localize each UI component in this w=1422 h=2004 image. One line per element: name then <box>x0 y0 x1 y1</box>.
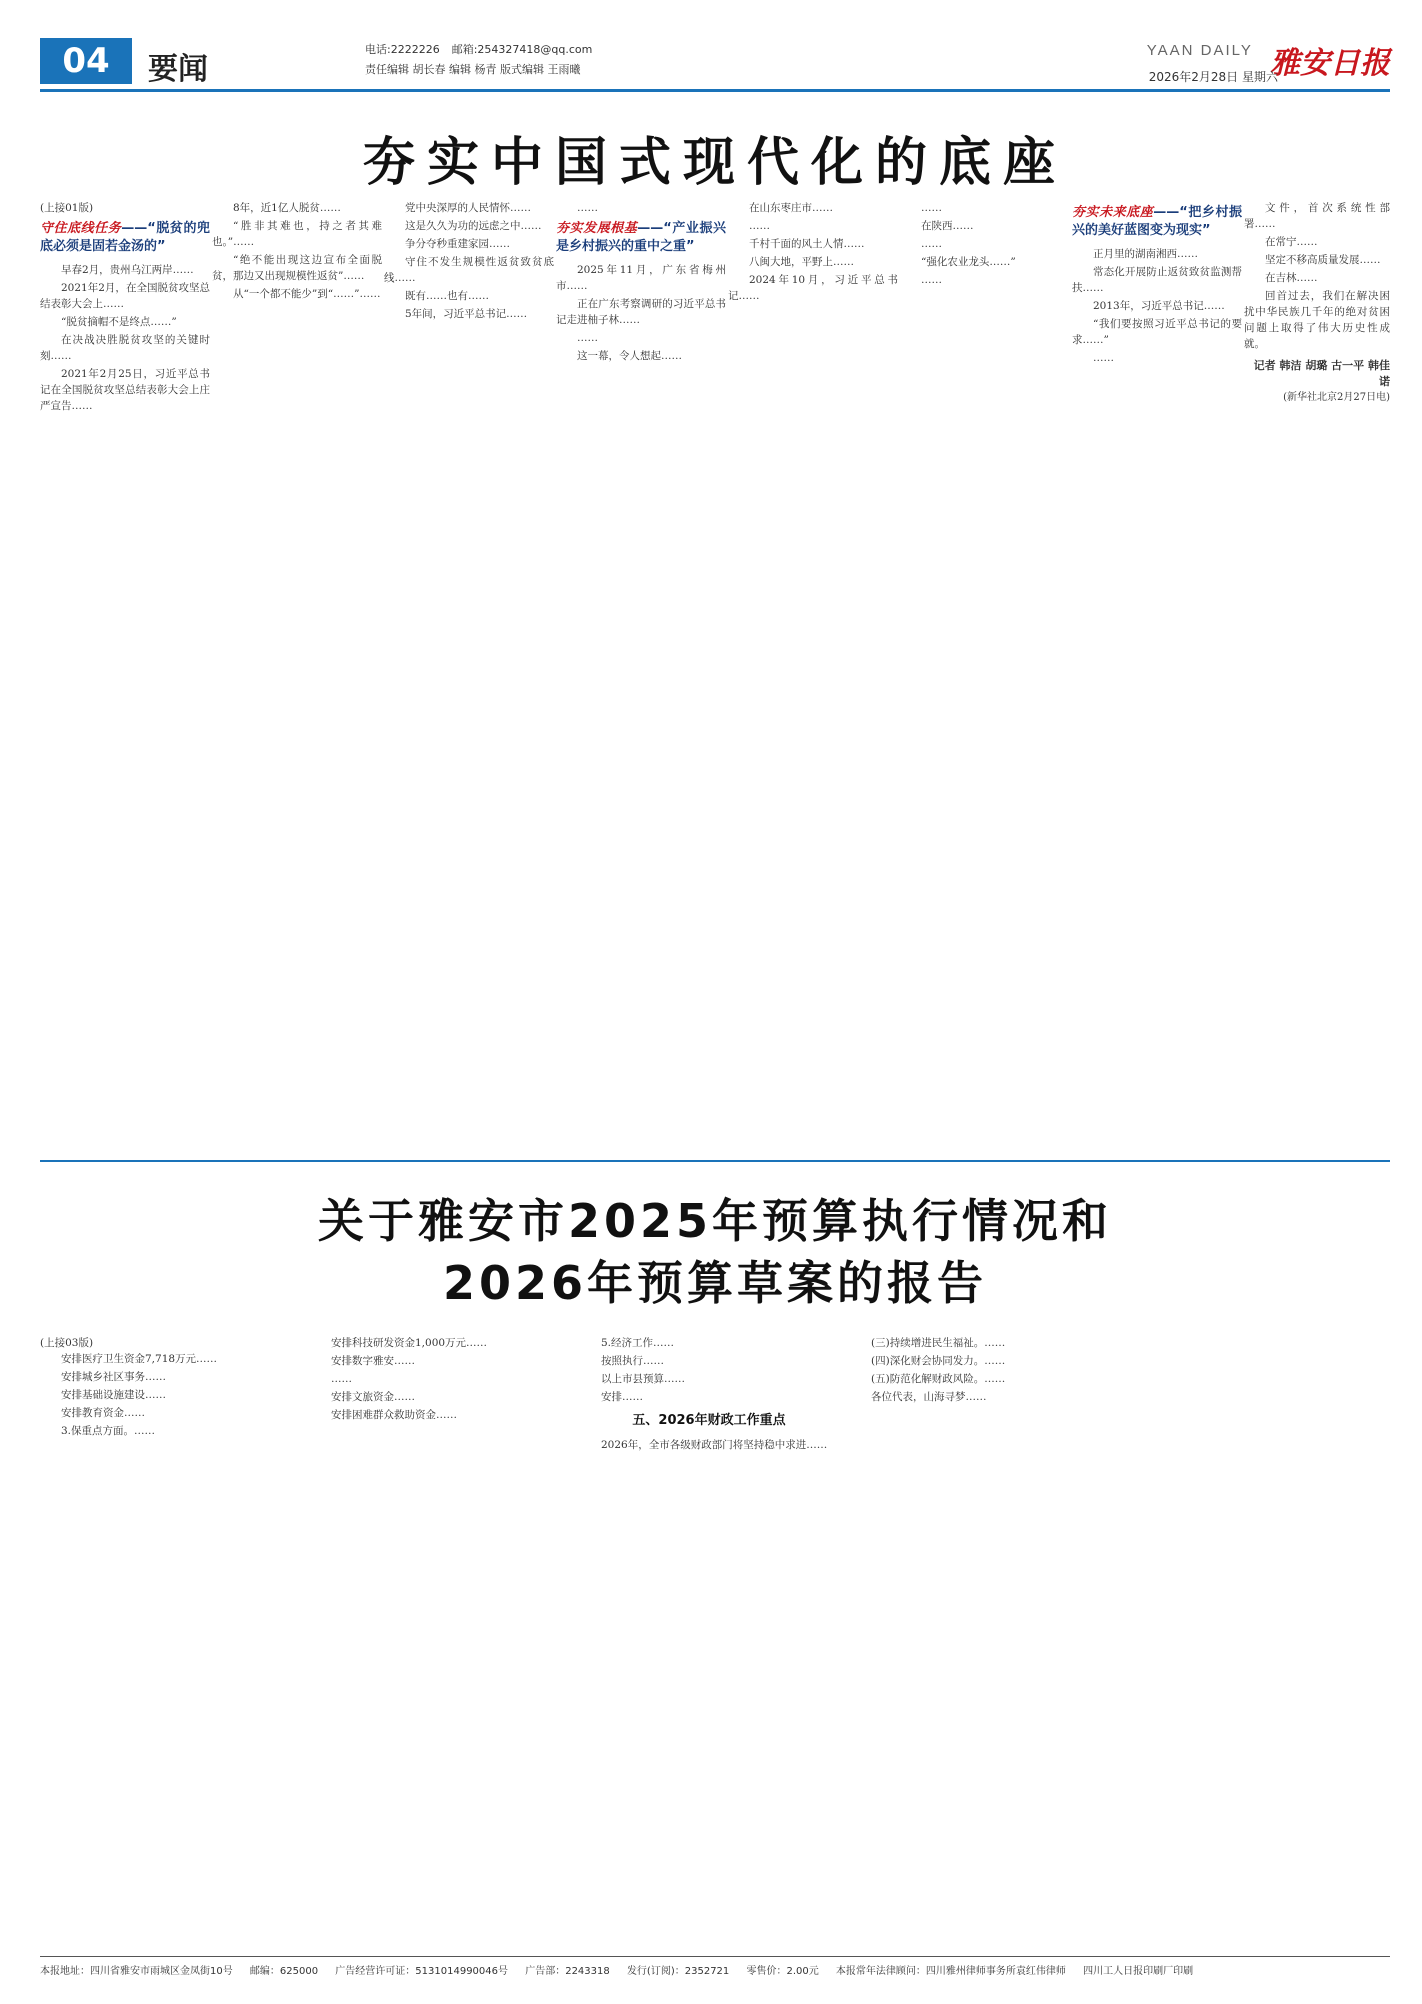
paragraph: 3.保重点方面。…… <box>61 1425 156 1437</box>
article2-body <box>40 1335 1390 1945</box>
continued-from: (上接01版) <box>40 202 94 214</box>
article1-column-3 <box>384 200 554 324</box>
article1-column-2 <box>212 200 382 304</box>
paragraph: (四)深化财会协同发力。…… <box>871 1355 1006 1367</box>
article1-column-7 <box>1072 200 1242 368</box>
paragraph: 8年，近1亿人脱贫…… <box>233 202 341 214</box>
paragraph: …… <box>577 332 598 344</box>
paragraph: 安排文旅资金…… <box>331 1391 415 1403</box>
paragraph: …… <box>921 202 942 214</box>
section-divider <box>40 1160 1390 1162</box>
headline-line-1: 关于雅安市2025年预算执行情况和 <box>317 1194 1113 1248</box>
article2-column-3 <box>580 1335 838 1455</box>
footer-ad-phone: 广告部：2243318 <box>525 1966 610 1977</box>
masthead-rule <box>40 89 1390 92</box>
paragraph: …… <box>921 238 942 250</box>
paragraph: 在吉林…… <box>1265 272 1318 284</box>
paragraph: …… <box>921 274 942 286</box>
article2-headline <box>40 1190 1390 1314</box>
paragraph: 以上市县预算…… <box>601 1373 685 1385</box>
paragraph: 在陕西…… <box>921 220 974 232</box>
article1-body <box>40 200 1390 1155</box>
paragraph: 争分夺秒重建家园…… <box>405 238 510 250</box>
paragraph: 在常宁…… <box>1265 236 1318 248</box>
continued-from: (上接03版) <box>40 1337 94 1349</box>
paragraph: 坚定不移高质量发展…… <box>1265 254 1381 266</box>
article1-column-4 <box>556 200 726 366</box>
article2-column-2 <box>310 1335 568 1425</box>
article2-column-4 <box>850 1335 1108 1407</box>
headline-line-2: 2026年预算草案的报告 <box>442 1256 988 1310</box>
paragraph: 在决战决胜脱贫攻坚的关键时刻…… <box>40 334 210 362</box>
paragraph: 2021年2月，在全国脱贫攻坚总结表彰大会上…… <box>40 282 210 310</box>
phone: 电话:2222226 <box>365 43 440 56</box>
masthead-contacts <box>365 40 604 80</box>
paragraph: …… <box>577 202 598 214</box>
paragraph: 按照执行…… <box>601 1355 664 1367</box>
section-title: 五、2026年财政工作重点 <box>632 1413 786 1428</box>
article2-column-1 <box>40 1335 298 1441</box>
paragraph: 2021年2月25日，习近平总书记在全国脱贫攻坚总结表彰大会上庄严宣告…… <box>40 368 210 412</box>
paragraph: 从“一个都不能少”到“……”…… <box>233 288 381 300</box>
paragraph: …… <box>1093 352 1114 364</box>
issue-date: 2026年2月28日 星期六 <box>1148 70 1278 84</box>
paragraph: 回首过去，我们在解决困扰中华民族几千年的绝对贫困问题上取得了伟大历史性成就。 <box>1244 290 1390 350</box>
paragraph: 常态化开展防止返贫致贫监测帮扶…… <box>1072 266 1242 294</box>
paragraph: 安排基础设施建设…… <box>61 1389 166 1401</box>
paragraph: 文件，首次系统性部署…… <box>1244 202 1390 230</box>
footer-address: 本报地址：四川省雅安市雨城区金凤街10号 <box>40 1966 233 1977</box>
paragraph: 守住不发生规模性返贫致贫底线…… <box>384 256 554 284</box>
paragraph: 2024年10月，习近平总书记…… <box>728 274 898 302</box>
footer-license: 广告经营许可证：5131014990046号 <box>335 1966 509 1977</box>
paragraph: 这一幕，令人想起…… <box>577 350 682 362</box>
article1-headline: 夯实中国式现代化的底座 <box>362 133 1067 193</box>
paragraph: 党中央深厚的人民情怀…… <box>405 202 531 214</box>
paragraph: (三)持续增进民生福祉。…… <box>871 1337 1006 1349</box>
paragraph: 正月里的湖南湘西…… <box>1093 248 1198 260</box>
masthead <box>40 38 1390 88</box>
paragraph: 在山东枣庄市…… <box>749 202 833 214</box>
paragraph: (五)防范化解财政风险。…… <box>871 1373 1006 1385</box>
paragraph: 安排数字雅安…… <box>331 1355 415 1367</box>
paragraph: 安排困难群众救助资金…… <box>331 1409 457 1421</box>
paragraph: 八闽大地，平野上…… <box>749 256 854 268</box>
article1-column-5 <box>728 200 898 306</box>
footer-price: 零售价：2.00元 <box>746 1966 819 1977</box>
paragraph: 2013年，习近平总书记…… <box>1093 300 1225 312</box>
byline-dateline: (新华社北京2月27日电) <box>1283 392 1390 403</box>
article1-column-8 <box>1244 200 1390 406</box>
subheading-3: 夯实未来底座——“把乡村振兴的美好蓝图变为现实” <box>1072 205 1242 238</box>
byline: 记者 韩洁 胡璐 古一平 韩佳诺 <box>1253 359 1390 388</box>
footer <box>40 1962 1390 1977</box>
paragraph: 各位代表，山海寻梦…… <box>871 1391 987 1403</box>
paragraph: “胜非其难也，持之者其难也。”…… <box>212 220 382 248</box>
paragraph: “绝不能出现这边宣布全面脱贫，那边又出现规模性返贫”…… <box>212 254 382 282</box>
paragraph: 5年间，习近平总书记…… <box>405 308 528 320</box>
paragraph: 安排教育资金…… <box>61 1407 145 1419</box>
paragraph: 既有……也有…… <box>405 290 489 302</box>
paragraph: “脱贫摘帽不是终点……” <box>61 316 177 328</box>
subheading-2: 夯实发展根基——“产业振兴是乡村振兴的重中之重” <box>556 221 726 254</box>
newspaper-logo: 雅安日报 <box>1270 46 1390 81</box>
subheading-1: 守住底线任务——“脱贫的兜底必须是固若金汤的” <box>40 221 210 254</box>
paragraph: 这是久久为功的远虑之中…… <box>405 220 542 232</box>
paragraph: …… <box>331 1373 352 1385</box>
article1-column-6 <box>900 200 1070 290</box>
footer-postcode: 邮编：625000 <box>249 1966 319 1977</box>
email: 邮箱:254327418@qq.com <box>451 43 593 56</box>
article1-column-1 <box>40 200 210 416</box>
paragraph: 2025年11月，广东省梅州市…… <box>556 264 726 292</box>
paragraph: 5.经济工作…… <box>601 1337 675 1349</box>
footer-law: 本报常年法律顾问：四川雅州律师事务所袁红伟律师 <box>835 1966 1066 1977</box>
paragraph: 安排…… <box>601 1391 643 1403</box>
paragraph: 安排科技研发资金1,000万元…… <box>331 1337 488 1349</box>
footer-rule <box>40 1956 1390 1957</box>
paragraph: …… <box>749 220 770 232</box>
section-name: 要闻 <box>148 52 208 87</box>
paragraph: 安排医疗卫生资金7,718万元…… <box>61 1353 218 1365</box>
paragraph: “强化农业龙头……” <box>921 256 1016 268</box>
paragraph: 2026年，全市各级财政部门将坚持稳中求进…… <box>601 1439 828 1451</box>
paragraph: 早春2月，贵州乌江两岸…… <box>61 264 194 276</box>
paragraph: “我们要按照习近平总书记的要求……” <box>1072 318 1242 346</box>
paragraph: 千村千面的风土人情…… <box>749 238 865 250</box>
editors: 责任编辑 胡长春 编辑 杨青 版式编辑 王雨曦 <box>365 63 581 76</box>
footer-printer: 四川工人日报印刷厂印刷 <box>1083 1966 1194 1977</box>
footer-subscribe: 发行(订阅)：2352721 <box>626 1966 730 1977</box>
english-name: YAAN DAILY <box>1146 42 1253 59</box>
page-number: 04 <box>40 38 132 84</box>
paragraph: 安排城乡社区事务…… <box>61 1371 166 1383</box>
paragraph: 正在广东考察调研的习近平总书记走进柚子林…… <box>556 298 726 326</box>
